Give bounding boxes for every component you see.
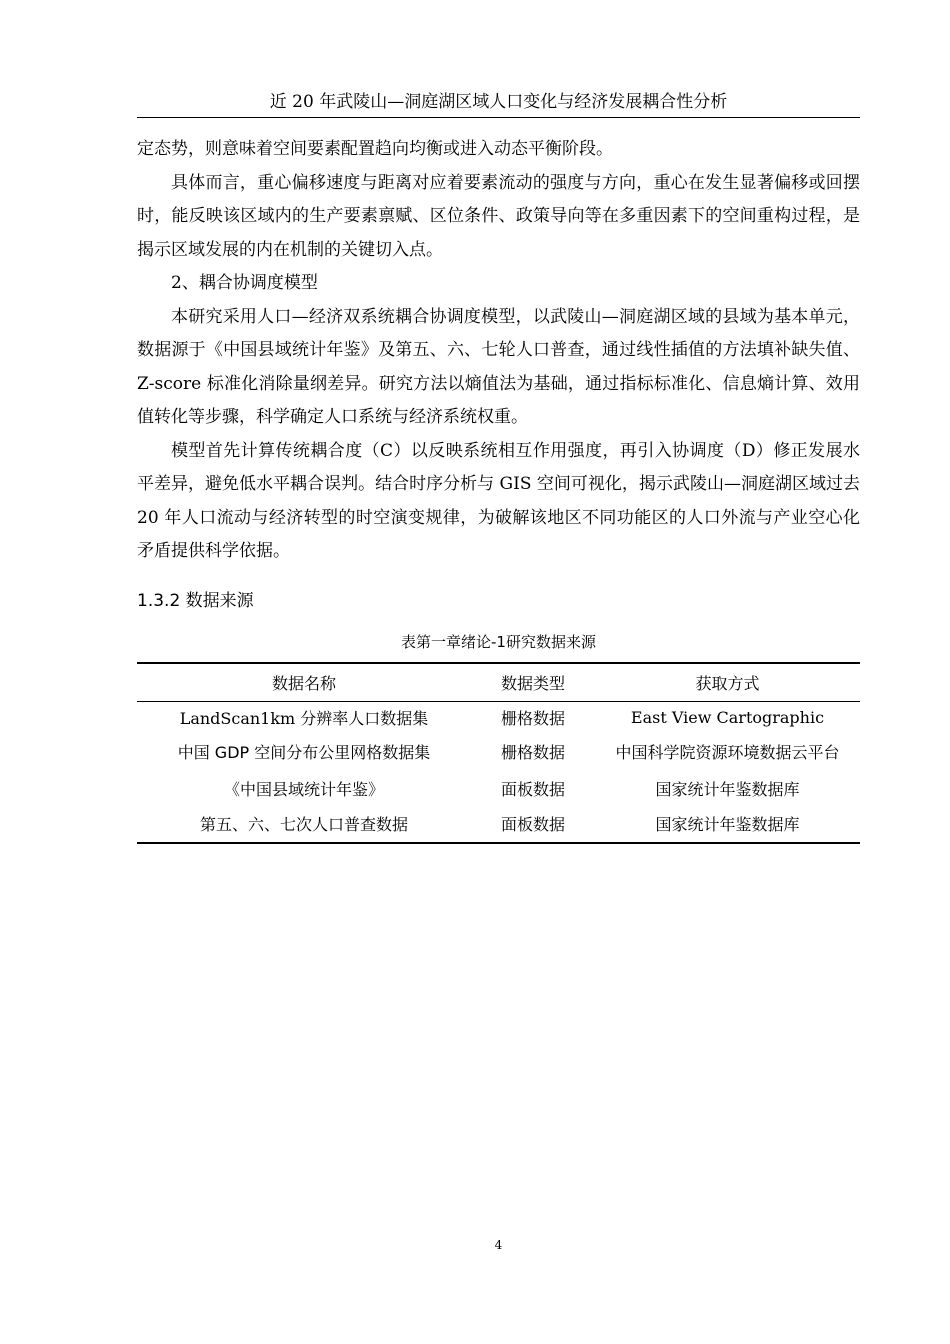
table-cell: 栅格数据: [500, 709, 565, 728]
section-heading: 1.3.2 数据来源: [137, 591, 254, 611]
table-cell: LandScan1km 分辨率人口数据集: [179, 709, 429, 728]
paragraph-gravity-shift: 具体而言，重心偏移速度与距离对应着要素流动的强度与方向，重心在发生显著偏移或回摆时，能反映该区域内的生产要素禀赋、区位条件、政策导向等在多重因素下的空间重构过程，是揭示区域发展的内在机制的关键切入点。: [137, 172, 860, 260]
table-row: [137, 701, 860, 732]
table-cell: 中国 GDP 空间分布公里网格数据集: [177, 743, 431, 762]
paragraph-continuation: 定态势，则意味着空间要素配置趋向均衡或进入动态平衡阶段。: [137, 139, 613, 159]
body-text: [137, 133, 860, 569]
column-header-name: 数据名称: [137, 663, 471, 701]
table-row: [137, 806, 860, 843]
column-header-type: 数据类型: [471, 663, 595, 701]
table-header-row: [137, 663, 860, 701]
table-cell: 栅格数据: [500, 743, 565, 762]
table-cell: 国家统计年鉴数据库: [595, 806, 860, 843]
subheading-coupling-model: 2、耦合协调度模型: [171, 273, 318, 293]
table-cell: 中国科学院资源环境数据云平台: [615, 743, 840, 762]
table-cell: 面板数据: [471, 806, 595, 843]
paragraph-model: 模型首先计算传统耦合度（C）以反映系统相互作用强度，再引入协调度（D）修正发展水平差异，避免低水平耦合误判。结合时序分析与 GIS 空间可视化，揭示武陵山—洞庭湖区域过去 20 年人口流动与经济转型的时空演变规律，为破解该地区不同功能区的人口外流与产业空心化矛盾提供科学依据。: [137, 440, 860, 561]
page-number: 4: [494, 1238, 503, 1252]
paragraph-method: 本研究采用人口—经济双系统耦合协调度模型，以武陵山—洞庭湖区域的县域为基本单元，数据源于《中国县域统计年鉴》及第五、六、七轮人口普查，通过线性插值的方法填补缺失值、Z-score 标准化消除量纲差异。研究方法以熵值法为基础，通过指标标准化、信息熵计算、效用值转化等步骤，科学确定人口系统与经济系统权重。: [137, 306, 860, 427]
header-divider: [137, 117, 860, 118]
running-header: 近 20 年武陵山—洞庭湖区域人口变化与经济发展耦合性分析: [269, 92, 728, 112]
table-cell: 第五、六、七次人口普查数据: [137, 806, 471, 843]
table-cell: 国家统计年鉴数据库: [655, 780, 800, 799]
column-header-source: 获取方式: [595, 663, 860, 701]
table-cell: 《中国县域统计年鉴》: [223, 780, 384, 799]
data-source-table: [137, 662, 860, 844]
table-row: [137, 772, 860, 806]
table-cell: East View Cartographic: [630, 708, 825, 727]
table-caption: 表第一章绪论-1研究数据来源: [401, 633, 596, 651]
table-cell: 面板数据: [500, 780, 565, 799]
table-row: [137, 732, 860, 772]
